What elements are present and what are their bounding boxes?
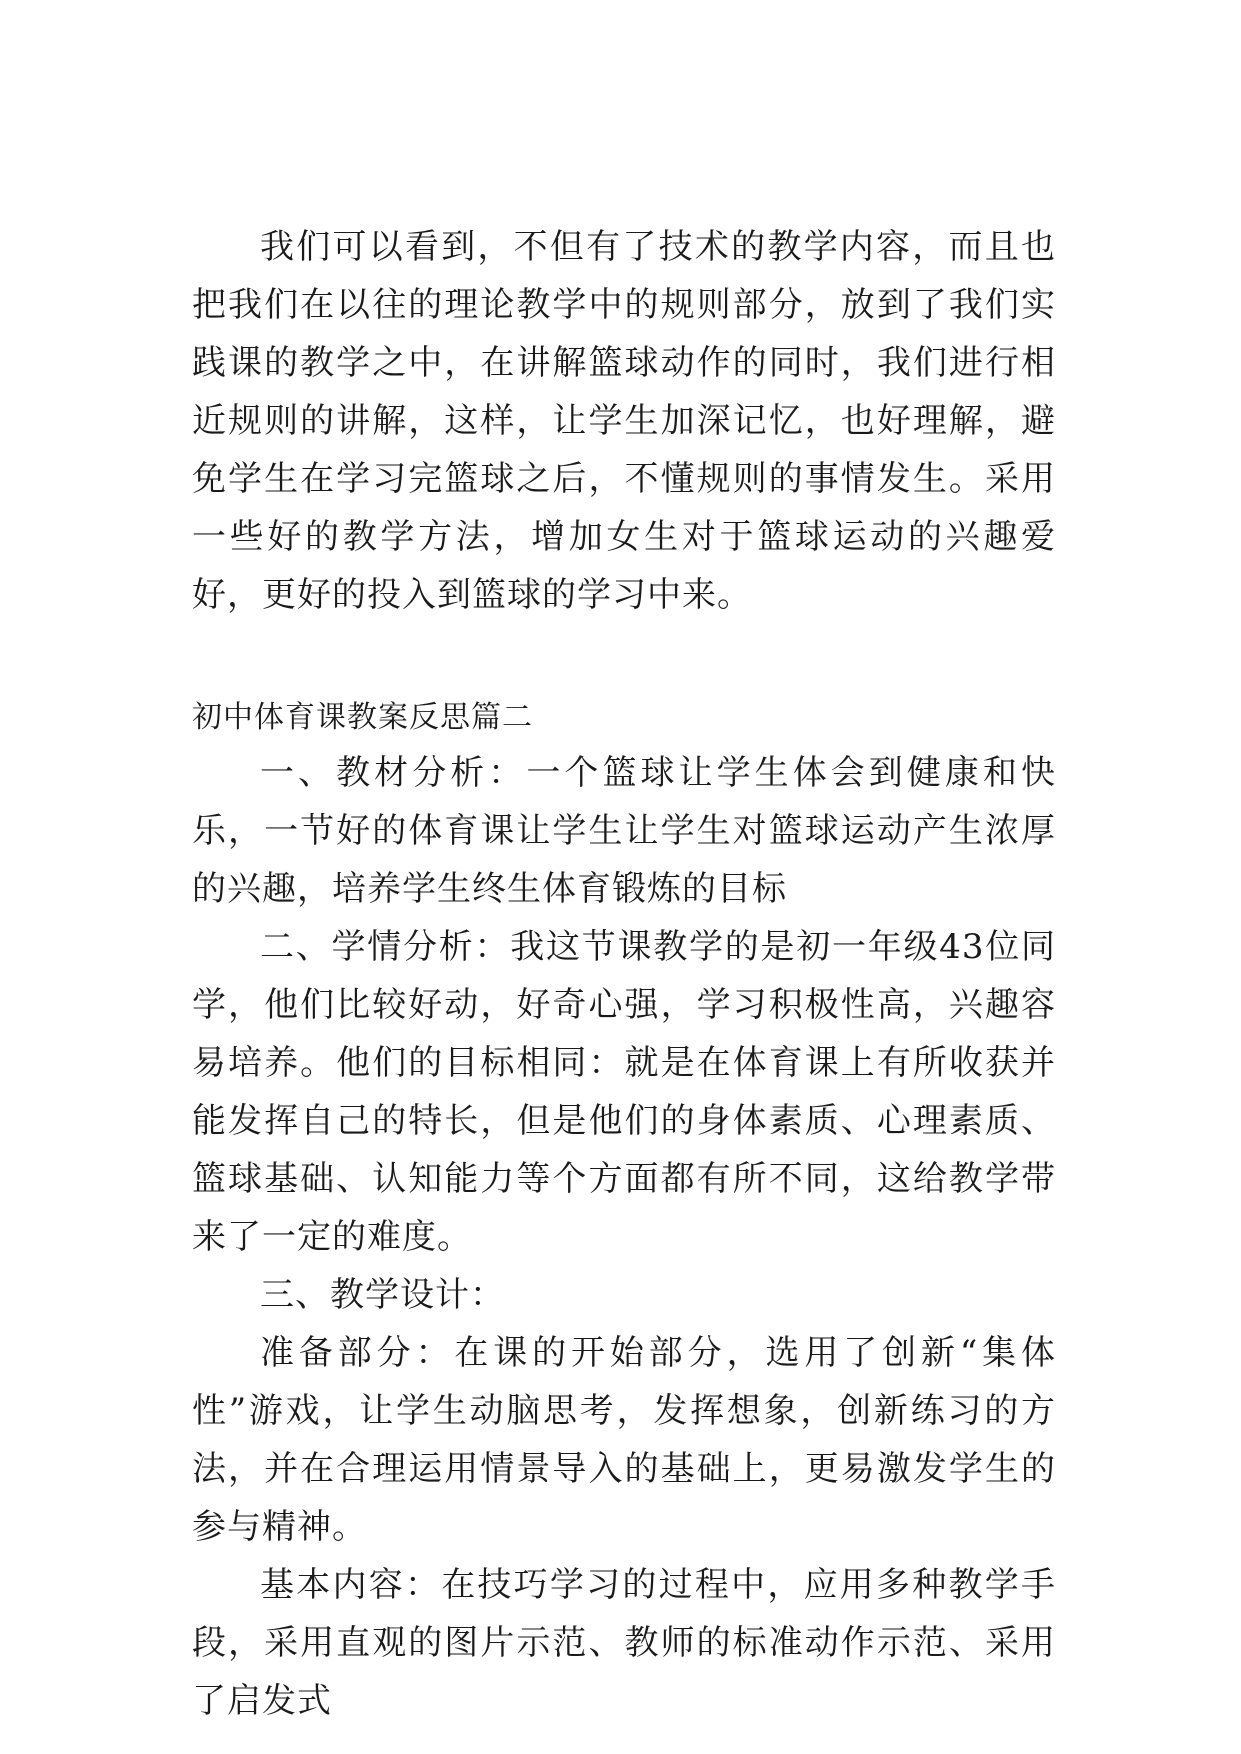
paragraph-teaching-design: 三、教学设计：	[260, 1275, 505, 1315]
paragraph-material-analysis: 一、教材分析：一个篮球让学生体会到健康和快乐，一节好的体育课让学生让学生对篮球运动产生浓厚的兴趣，培养学生终生体育锻炼的目标	[192, 753, 1056, 909]
document-page	[192, 218, 1056, 1730]
paragraph-basic-content: 基本内容：在技巧学习的过程中，应用多种教学手段，采用直观的图片示范、教师的标准动作示范、采用了启发式	[192, 1565, 1056, 1721]
section-spacer	[192, 624, 1056, 692]
section-title: 初中体育课教案反思篇二	[192, 700, 533, 735]
paragraph-student-analysis: 二、学情分析：我这节课教学的是初一年级43位同学，他们比较好动，好奇心强，学习积极性高，兴趣容易培养。他们的目标相同：就是在体育课上有所收获并能发挥自己的特长，但是他们的身体素质、心理素质、篮球基础、认知能力等个方面都有所不同，这给教学带来了一定的难度。	[192, 927, 1056, 1257]
paragraph-preparation: 准备部分：在课的开始部分，选用了创新“集体性”游戏，让学生动脑思考，发挥想象，创新练习的方法，并在合理运用情景导入的基础上，更易激发学生的参与精神。	[192, 1333, 1056, 1547]
intro-paragraph: 我们可以看到，不但有了技术的教学内容，而且也把我们在以往的理论教学中的规则部分，放到了我们实践课的教学之中，在讲解篮球动作的同时，我们进行相近规则的讲解，这样，让学生加深记忆，也好理解，避免学生在学习完篮球之后，不懂规则的事情发生。采用一些好的教学方法，增加女生对于篮球运动的兴趣爱好，更好的投入到篮球的学习中来。	[192, 227, 1056, 615]
